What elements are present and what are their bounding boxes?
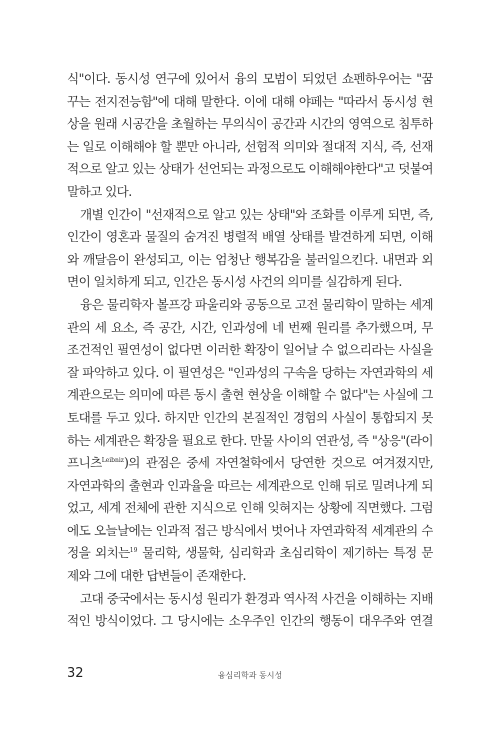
text-line: 조건적인 필연성이 없다면 이러한 확장이 일어날 수 없으리라는 사실을 — [67, 342, 433, 358]
text-line: 인간이 영혼과 물질의 숨겨진 병렬적 배열 상태를 발견하게 되면, 이해 — [67, 229, 433, 245]
text-line: 식"이다. 동시성 연구에 있어서 융의 모범이 되었던 쇼펜하우어는 "꿈 — [67, 71, 433, 86]
text-line: 말하고 있다. — [67, 183, 132, 199]
text-line: 적인 방식이었다. 그 당시에는 소우주인 인간의 행동이 대우주와 연결 — [67, 613, 433, 629]
text-line: 에도 오늘날에는 인과적 접근 방식에서 벗어나 자연과학적 세계관의 수 — [67, 522, 433, 538]
text-line: 었고, 세계 전체에 관한 지식으로 인해 잊혀지는 상황에 직면했다. 그럼 — [67, 500, 433, 516]
text-line: 관의 세 요소, 즉 공간, 시간, 인과성에 네 번째 원리를 추가했으며, 무 — [67, 319, 433, 335]
body-text — [67, 68, 433, 633]
text-line: 융은 물리학자 볼프강 파울리와 공동으로 고전 물리학이 말하는 세계 — [80, 296, 433, 312]
running-head: 융심리학과 동시성 — [217, 671, 283, 680]
text-line: 적으로 알고 있는 상태가 선언되는 과정으로도 이해해야한다"고 덧붙여 — [67, 161, 433, 177]
superscript: Leibniz — [101, 457, 124, 465]
text-line: 정을 외치는$^{19}$ 물리학, 생물학, 심리학과 초심리학이 제기하는 특정 문 — [67, 545, 433, 561]
text-line: 와 깨달음이 완성되고, 이는 엄청난 행복감을 불러일으킨다. 내면과 외 — [67, 251, 433, 267]
text-line: 면이 일치하게 되고, 인간은 동시성 사건의 의미를 실감하게 된다. — [67, 274, 402, 290]
text-line: 제와 그에 대한 답변들이 존재한다. — [67, 568, 246, 584]
text-line: 개별 인간이 "선재적으로 알고 있는 상태"와 조화를 이루게 되면, 즉, — [80, 206, 433, 222]
superscript: 19 — [129, 547, 138, 555]
text-line: 잘 파악하고 있다. 이 필연성은 "인과성의 구속을 당하는 자연과학의 세 — [67, 364, 433, 380]
text-line: 자연과학의 출현과 인과율을 따르는 세계관으로 인해 뒤로 밀려나게 되 — [67, 477, 433, 493]
text-line: 꾸는 전지전능함"에 대해 말한다. 이에 대해 야페는 "따라서 동시성 현 — [67, 93, 433, 109]
text-line: 상을 원래 시공간을 초월하는 무의식이 공간과 시간의 영역으로 침투하 — [67, 116, 433, 132]
text-line: 는 일로 이해해야 할 뿐만 아니라, 선험적 의미와 절대적 지식, 즉, 선재 — [67, 138, 433, 154]
text-line: 프니츠$^{Leibniz}$)의 관점은 중세 자연철학에서 당연한 것으로 여겨졌지만, — [67, 455, 433, 471]
text-line: 계관으로는 의미에 따른 동시 출현 현상을 이해할 수 없다"는 사실에 그 — [67, 387, 433, 403]
text-line: 고대 중국에서는 동시성 원리가 환경과 역사적 사건을 이해하는 지배 — [80, 590, 433, 606]
text-line: 하는 세계관은 확장을 필요로 한다. 만물 사이의 연관성, 즉 "상응"(라이 — [67, 432, 433, 448]
page-number: 32 — [67, 666, 84, 681]
text-line: 토대를 두고 있다. 하지만 인간의 본질적인 경험의 사실이 통합되지 못 — [67, 409, 433, 425]
